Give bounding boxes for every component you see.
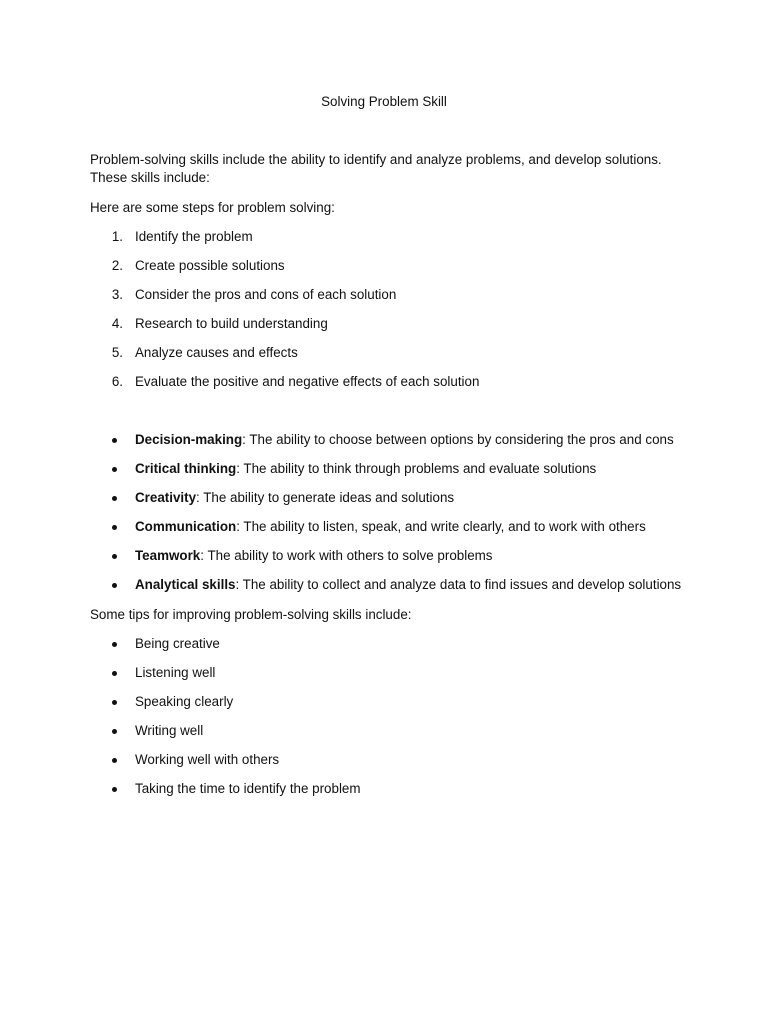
list-item-text: Working well with others (135, 752, 280, 768)
list-number: 1. (111, 229, 123, 244)
list-item (90, 518, 710, 547)
list-item (90, 431, 710, 460)
bullet-icon (112, 758, 117, 763)
list-number: 2. (111, 258, 123, 274)
list-number: 6. (111, 374, 123, 390)
skill-term: Decision-making (135, 432, 243, 447)
document-title: Solving Problem Skill (321, 94, 447, 109)
skill-term: Teamwork (135, 548, 201, 564)
list-item (90, 286, 710, 315)
list-item (90, 344, 710, 373)
list-item (90, 489, 710, 518)
tips-list (90, 635, 710, 810)
list-number: 5. (111, 345, 123, 361)
skill-description: : The ability to work with others to solve problems (200, 548, 493, 564)
list-item (90, 576, 710, 605)
list-item-text: Listening well (135, 665, 216, 681)
list-number: 3. (111, 287, 123, 303)
steps-heading: Here are some steps for problem solving: (90, 200, 335, 215)
skill-description: : The ability to choose between options by considering the pros and cons (242, 432, 674, 447)
skill-term: Creativity (135, 490, 197, 506)
bullet-icon (112, 729, 117, 734)
list-item (90, 460, 710, 489)
list-item-text: Analyze causes and effects (135, 345, 298, 361)
list-item-text: Taking the time to identify the problem (135, 781, 361, 797)
list-item-text: Speaking clearly (135, 694, 234, 710)
list-item (90, 373, 710, 402)
list-item-text: Evaluate the positive and negative effects of each solution (135, 374, 480, 390)
list-item-text: Create possible solutions (135, 258, 285, 274)
tips-heading: Some tips for improving problem-solving skills include: (90, 607, 412, 622)
list-item-text: Being creative (135, 636, 220, 651)
list-item (90, 257, 710, 286)
bullet-icon (112, 642, 117, 647)
bullet-icon (112, 583, 117, 588)
skill-term: Analytical skills (135, 577, 236, 593)
list-item (90, 722, 710, 751)
bullet-icon (112, 671, 117, 676)
list-item (90, 751, 710, 780)
list-item (90, 315, 710, 344)
list-item-text: Research to build understanding (135, 316, 328, 332)
list-item (90, 664, 710, 693)
bullet-icon (112, 700, 117, 705)
list-number: 4. (111, 316, 123, 332)
list-item (90, 693, 710, 722)
list-item (90, 547, 710, 576)
skill-description: : The ability to generate ideas and solutions (196, 490, 455, 506)
bullet-icon (112, 467, 117, 472)
list-item-text: Writing well (135, 723, 204, 739)
steps-list (90, 228, 710, 403)
list-item (90, 635, 710, 664)
bullet-icon (112, 787, 117, 792)
skills-list (90, 431, 710, 606)
skill-term: Critical thinking (135, 461, 237, 477)
skill-description: : The ability to collect and analyze data to find issues and develop solutions (235, 577, 682, 593)
skill-description: : The ability to listen, speak, and write clearly, and to work with others (236, 519, 646, 535)
list-item-text: Consider the pros and cons of each solution (135, 287, 397, 303)
bullet-icon (112, 496, 117, 501)
bullet-icon (112, 525, 117, 530)
bullet-icon (112, 554, 117, 559)
skill-description: : The ability to think through problems and evaluate solutions (236, 461, 597, 477)
bullet-icon (112, 438, 117, 443)
skill-term: Communication (135, 519, 237, 535)
list-item-text: Identify the problem (135, 229, 253, 244)
list-item (90, 228, 710, 257)
intro-paragraph: Problem-solving skills include the ability to identify and analyze problems, and develop solutions. These skills include: (90, 152, 662, 185)
list-item (90, 780, 710, 809)
